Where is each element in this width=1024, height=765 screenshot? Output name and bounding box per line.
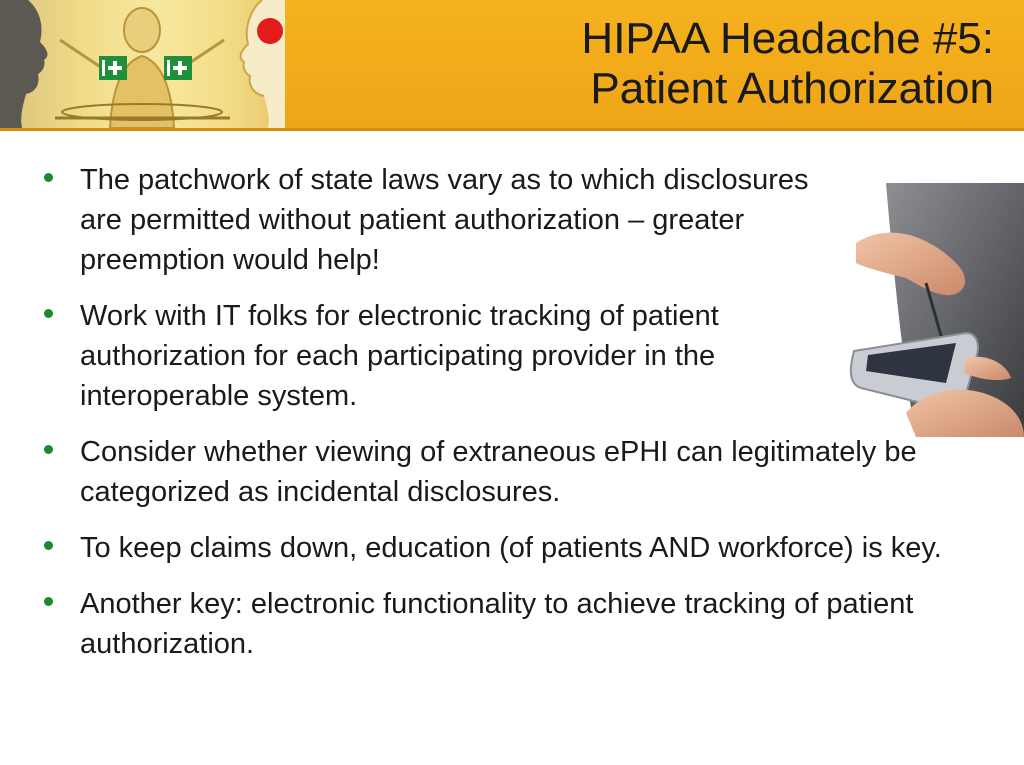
bullet-dot-icon — [44, 541, 53, 550]
bullet-item — [44, 528, 974, 568]
medical-cross-icon — [164, 56, 192, 80]
slide-title — [294, 14, 994, 114]
bullet-dot-icon — [44, 445, 53, 454]
logo-illustration — [0, 0, 285, 128]
title-line-2: Patient Authorization — [590, 64, 994, 113]
bullet-dot-icon — [44, 597, 53, 606]
medical-cross-icon — [99, 56, 127, 80]
bullet-text: Work with IT folks for electronic tracking of patient authorization for each participating provider in the interoperable system. — [80, 300, 719, 412]
bullet-text: The patchwork of state laws vary as to which disclosures are permitted without patient authorization – greater preemption would help! — [80, 164, 809, 276]
red-dot-icon — [256, 17, 284, 45]
banner-rule — [0, 128, 1024, 131]
bullet-text: To keep claims down, education (of patients AND workforce) is key. — [80, 532, 942, 564]
title-line-1: HIPAA Headache #5: — [581, 14, 994, 63]
bullet-item — [44, 296, 974, 416]
bullet-list — [44, 160, 974, 680]
bullet-item — [44, 584, 974, 664]
bullet-item — [44, 160, 974, 280]
logo-image — [0, 0, 285, 128]
bullet-dot-icon — [44, 173, 53, 182]
bullet-text: Consider whether viewing of extraneous ePHI can legitimately be categorized as incidental disclosures. — [80, 436, 917, 508]
bullet-item — [44, 432, 974, 512]
bullet-dot-icon — [44, 309, 53, 318]
bullet-text: Another key: electronic functionality to achieve tracking of patient authorization. — [80, 588, 914, 660]
